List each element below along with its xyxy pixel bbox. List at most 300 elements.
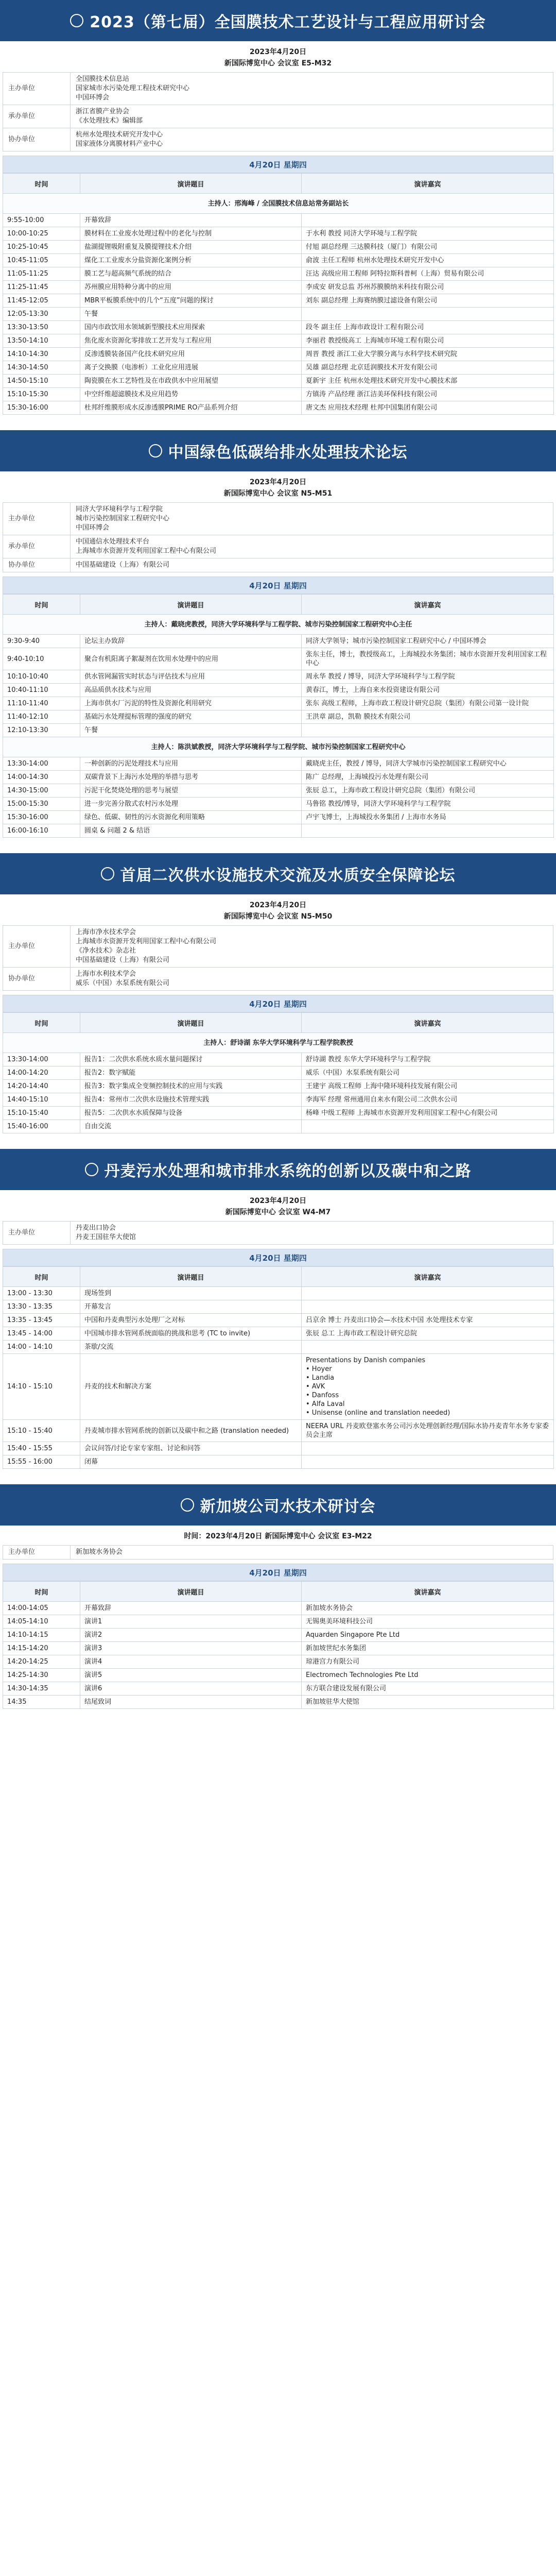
schedule-row — [3, 1053, 554, 1066]
organizer-name: 浙江省膜产业协会 — [76, 108, 130, 115]
schedule-row — [3, 1314, 554, 1327]
slot-time: 14:10-14:30 — [3, 348, 80, 361]
slot-speaker: 段冬 副主任 上海市政设计工程有限公司 — [302, 321, 554, 334]
slot-speaker: 王洪章 副总，凯勒 膜技术有限公司 — [302, 710, 554, 724]
organizer-name: 中国通信水处理技术平台 — [76, 538, 150, 546]
slot-time: 14:15-14:20 — [3, 1642, 80, 1655]
slot-time: 13:30-14:00 — [3, 1053, 80, 1066]
organizer-role: 主办单位 — [3, 503, 71, 535]
slot-topic: 论坛主办致辞 — [80, 635, 302, 648]
slot-time: 12:10-13:30 — [3, 724, 80, 737]
slot-topic: 演讲3 — [80, 1642, 302, 1655]
slot-time: 14:25-14:30 — [3, 1669, 80, 1682]
schedule-row — [3, 214, 554, 227]
organizer-role: 协办单位 — [3, 128, 71, 151]
slot-speaker: Presentations by Danish companies • Hoyer • Landia • AVK • Danfoss • Alfa Laval • Unisense (online and translation needed) — [302, 1354, 554, 1420]
slot-speaker: 杨峰 中级工程师 上海城市水资源开发利用国家工程中心有限公司 — [302, 1107, 554, 1120]
schedule-row — [3, 227, 554, 241]
slot-time: 12:05-13:30 — [3, 308, 80, 321]
schedule-row — [3, 1629, 554, 1642]
slot-topic: 报告3：数字集成全变频控制技术的应用与实践 — [80, 1080, 302, 1093]
slot-speaker: 张东 高级工程师，上海市政工程设计研究总院（集团）有限公司第一设计院 — [302, 697, 554, 710]
organizer-name: 全国膜技术信息站 — [76, 75, 130, 83]
slot-topic: 开幕致辞 — [80, 214, 302, 227]
slot-speaker: 新加坡世纪水务集团 — [302, 1642, 554, 1655]
slot-topic: 演讲5 — [80, 1669, 302, 1682]
slot-time: 15:40 - 15:55 — [3, 1442, 80, 1455]
schedule-row — [3, 1420, 554, 1442]
schedule-row — [3, 635, 554, 648]
schedule-row — [3, 1080, 554, 1093]
slot-topic: 聚合有机阳离子絮凝剂在饮用水处理中的应用 — [80, 648, 302, 670]
slot-speaker: 夏新宇 主任 杭州水处理技术研究开发中心膜技术部 — [302, 375, 554, 388]
slot-topic: 一种创新的污泥处理技术与应用 — [80, 757, 302, 771]
schedule-row — [3, 771, 554, 784]
slot-speaker — [302, 1455, 554, 1469]
col-topic-header: 演讲题目 — [80, 1013, 302, 1033]
schedule-row — [3, 1442, 554, 1455]
slot-topic: 中国城市排水管网系统面临的挑战和思考 (TC to invite) — [80, 1327, 302, 1341]
slot-time: 15:30-16:00 — [3, 401, 80, 415]
organizer-table — [3, 925, 553, 991]
col-speaker-header: 演讲嘉宾 — [302, 595, 554, 615]
slot-speaker — [302, 724, 554, 737]
day-header: 4月20日 星期四 — [3, 1249, 553, 1266]
meta-line: 2023年4月20日 — [249, 1197, 307, 1205]
slot-topic: 自由交流 — [80, 1120, 302, 1133]
slot-topic: 结尾致词 — [80, 1696, 302, 1709]
organizer-row — [3, 503, 553, 535]
session-title-banner — [0, 0, 556, 41]
slot-speaker: Aquarden Singapore Pte Ltd — [302, 1629, 554, 1642]
organizer-names — [71, 1546, 553, 1560]
slot-time: 14:35 — [3, 1696, 80, 1709]
slot-time: 15:10-15:40 — [3, 1107, 80, 1120]
organizer-role: 主办单位 — [3, 926, 71, 968]
slot-topic: 茶歇/交流 — [80, 1341, 302, 1354]
slot-time: 14:10-14:15 — [3, 1629, 80, 1642]
slot-speaker: 马鲁铭 教授/博导，同济大学环境科学与工程学院 — [302, 798, 554, 811]
organizer-names — [71, 535, 553, 558]
host-row — [3, 194, 554, 214]
host-row — [3, 737, 554, 757]
schedule-row — [3, 684, 554, 697]
slot-speaker: 琼港宫力有限公司 — [302, 1655, 554, 1669]
schedule-row — [3, 308, 554, 321]
schedule-row — [3, 1300, 554, 1314]
slot-time: 14:00-14:05 — [3, 1602, 80, 1615]
schedule-header-row — [3, 174, 554, 194]
schedule-table — [3, 1581, 554, 1709]
session-section — [0, 415, 556, 838]
slot-time: 11:05-11:25 — [3, 267, 80, 281]
slot-time: 14:00-14:30 — [3, 771, 80, 784]
slot-topic: 反渗透膜装备国产化技术研究应用 — [80, 348, 302, 361]
schedule-row — [3, 321, 554, 334]
slot-topic: 煤化工工业废水分盐资源化案例分析 — [80, 254, 302, 267]
organizer-names — [71, 503, 553, 535]
host-row — [3, 615, 554, 635]
slot-speaker: 李丽君 教授级高工 上海城市环境工程有限公司 — [302, 334, 554, 348]
session-title: 2023（第七届）全国膜技术工艺设计与工程应用研讨会 — [90, 13, 486, 31]
organizer-name: 威乐（中国）水泵系统有限公司 — [76, 979, 170, 987]
organizer-name: 中国基础建设（上海）有限公司 — [76, 956, 170, 964]
slot-speaker — [302, 1120, 554, 1133]
organizer-row — [3, 105, 553, 128]
slot-speaker: 张辰 总工 上海市政工程设计研究总院 — [302, 1327, 554, 1341]
schedule-row — [3, 670, 554, 684]
session-title: 新加坡公司水技术研讨会 — [200, 1498, 376, 1516]
schedule-row — [3, 388, 554, 401]
organizer-row — [3, 73, 553, 105]
slot-speaker: 李海军 经理 常州通用自来水有限公司二次供水公司 — [302, 1093, 554, 1107]
session-title: 首届二次供水设施技术交流及水质安全保障论坛 — [120, 867, 456, 885]
slot-topic: 离子交换膜（电渗析）工业化应用进展 — [80, 361, 302, 375]
organizer-names — [71, 558, 553, 572]
slot-time: 11:40-12:10 — [3, 710, 80, 724]
session-date-venue — [0, 894, 556, 925]
organizer-role: 主办单位 — [3, 1222, 71, 1245]
organizer-row — [3, 535, 553, 558]
slot-topic: 陶瓷膜在水工艺特性及在市政供水中应用展望 — [80, 375, 302, 388]
host-row — [3, 1033, 554, 1053]
schedule-row — [3, 1602, 554, 1615]
slot-time: 15:55 - 16:00 — [3, 1455, 80, 1469]
slot-speaker — [302, 1341, 554, 1354]
organizer-names — [71, 73, 553, 105]
slot-topic: 丹麦的技术和解决方案 — [80, 1354, 302, 1420]
col-time-header: 时间 — [3, 1267, 80, 1287]
slot-speaker: 张辰 总工，上海市政工程设计研究总院（集团）有限公司 — [302, 784, 554, 798]
slot-topic: 中空纤维超滤膜技术及应用趋势 — [80, 388, 302, 401]
col-time-header: 时间 — [3, 174, 80, 194]
slot-topic: 焦化废水资源化零排放工艺开发与工程应用 — [80, 334, 302, 348]
session-section — [0, 1133, 556, 1469]
slot-topic: 供水管网漏管实时状态与评估技术与应用 — [80, 670, 302, 684]
section-gap — [0, 838, 556, 853]
slot-time: 9:30-9:40 — [3, 635, 80, 648]
session-date-venue — [0, 471, 556, 502]
session-section — [0, 0, 556, 415]
col-time-header: 时间 — [3, 595, 80, 615]
schedule-row — [3, 1682, 554, 1696]
slot-time: 11:45-12:05 — [3, 294, 80, 308]
section-gap — [0, 1469, 556, 1484]
organizer-name: 上海市水利技术学会 — [76, 970, 136, 978]
slot-topic: 中国和丹麦典型污水处理厂之对标 — [80, 1314, 302, 1327]
organizer-row — [3, 968, 553, 991]
slot-time: 10:10-10:40 — [3, 670, 80, 684]
session-section — [0, 838, 556, 1133]
col-topic-header: 演讲题目 — [80, 1267, 302, 1287]
schedule-row — [3, 648, 554, 670]
slot-speaker: 汪达 高级应用工程师 阿特拉斯科普柯（上海）贸易有限公司 — [302, 267, 554, 281]
session-title: 中国绿色低碳给排水处理技术论坛 — [168, 444, 408, 462]
slot-time: 9:55-10:00 — [3, 214, 80, 227]
slot-time: 15:10-15:30 — [3, 388, 80, 401]
meta-line: 时间：2023年4月20日 新国际博览中心 会议室 E3-M22 — [184, 1532, 372, 1540]
slot-topic: 膜材料在工业废水处理过程中的老化与控制 — [80, 227, 302, 241]
organizer-name: 丹麦王国驻华大使馆 — [76, 1233, 136, 1241]
schedule-header-row — [3, 1013, 554, 1033]
organizer-names — [71, 968, 553, 991]
organizer-row — [3, 926, 553, 968]
session-title-banner — [0, 1484, 556, 1526]
schedule-row — [3, 811, 554, 824]
col-speaker-header: 演讲嘉宾 — [302, 1267, 554, 1287]
organizer-role: 承办单位 — [3, 535, 71, 558]
session-date-venue — [0, 41, 556, 72]
slot-speaker: 俞波 主任工程师 杭州水处理技术研究开发中心 — [302, 254, 554, 267]
slot-topic: 盐湖提锂吸附重复及膜提锂技术介绍 — [80, 241, 302, 254]
slot-speaker: 于水利 教授 同济大学环境与工程学院 — [302, 227, 554, 241]
banner-logo-icon — [149, 444, 162, 457]
schedule-row — [3, 1354, 554, 1420]
slot-time: 14:05-14:10 — [3, 1615, 80, 1629]
meta-line: 新国际博览中心 会议室 N5-M50 — [223, 912, 333, 921]
slot-topic: 开幕致辞 — [80, 1602, 302, 1615]
organizer-table — [3, 1545, 553, 1560]
organizer-role: 主办单位 — [3, 73, 71, 105]
host-info: 主持人：陈洪斌教授，同济大学环境科学与工程学院、城市污染控制国家工程研究中心 — [3, 737, 554, 757]
slot-time: 9:40-10:10 — [3, 648, 80, 670]
organizer-role: 协办单位 — [3, 558, 71, 572]
schedule-row — [3, 697, 554, 710]
slot-speaker — [302, 1442, 554, 1455]
slot-topic: 午餐 — [80, 308, 302, 321]
organizer-names — [71, 128, 553, 151]
slot-speaker: Electromech Technologies Pte Ltd — [302, 1669, 554, 1682]
organizer-name: 丹麦出口协会 — [76, 1224, 116, 1232]
slot-topic: 演讲4 — [80, 1655, 302, 1669]
slot-speaker — [302, 1300, 554, 1314]
slot-time: 13:30-13:50 — [3, 321, 80, 334]
slot-speaker: 方镇涛 产品经理 浙江洁美环保科技有限公司 — [302, 388, 554, 401]
slot-speaker — [302, 824, 554, 838]
organizer-role: 主办单位 — [3, 1546, 71, 1560]
session-title-banner — [0, 430, 556, 471]
slot-speaker: 舒诗湖 教授 东华大学环境科学与工程学院 — [302, 1053, 554, 1066]
slot-speaker: 陈广 总经理，上海城投污水处理有限公司 — [302, 771, 554, 784]
slot-speaker — [302, 1287, 554, 1300]
day-header: 4月20日 星期四 — [3, 156, 553, 173]
slot-speaker: 王建宇 高级工程师 上海中隆环境科技发展有限公司 — [302, 1080, 554, 1093]
slot-topic: 杜邦纤维膜形成水反渗透膜PRIME RO产品系列介绍 — [80, 401, 302, 415]
schedule-row — [3, 241, 554, 254]
slot-topic: 报告1：二次供水系统水质水量问题探讨 — [80, 1053, 302, 1066]
slot-speaker: 新加坡水务协会 — [302, 1602, 554, 1615]
organizer-name: 国家城市水污染处理工程技术研究中心 — [76, 84, 190, 92]
slot-time: 14:40-15:10 — [3, 1093, 80, 1107]
slot-time: 14:30-14:50 — [3, 361, 80, 375]
organizer-name: 同济大学环境科学与工程学院 — [76, 505, 163, 513]
slot-time: 14:00-14:20 — [3, 1066, 80, 1080]
slot-topic: 膜工艺与超高频气系统的结合 — [80, 267, 302, 281]
organizer-names — [71, 926, 553, 968]
slot-time: 14:30-14:35 — [3, 1682, 80, 1696]
schedule-row — [3, 1093, 554, 1107]
organizer-row — [3, 558, 553, 572]
session-title-banner — [0, 853, 556, 894]
schedule-row — [3, 1669, 554, 1682]
slot-time: 13:30-14:00 — [3, 757, 80, 771]
organizer-name: 中国基础建设（上海）有限公司 — [76, 561, 170, 569]
slot-topic: 双碳背景下上海污水处理的举措与思考 — [80, 771, 302, 784]
col-topic-header: 演讲题目 — [80, 595, 302, 615]
session-title-banner — [0, 1149, 556, 1190]
schedule-row — [3, 1341, 554, 1354]
schedule-row — [3, 724, 554, 737]
slot-speaker: 同济大学领导；城市污染控制国家工程研究中心 / 中国环博会 — [302, 635, 554, 648]
slot-time: 14:00 - 14:10 — [3, 1341, 80, 1354]
organizer-name: 《净水技术》杂志社 — [76, 947, 136, 955]
schedule-row — [3, 1107, 554, 1120]
slot-time: 14:30-15:00 — [3, 784, 80, 798]
slot-topic: 演讲1 — [80, 1615, 302, 1629]
slot-speaker: 威乐（中国）水泵系统有限公司 — [302, 1066, 554, 1080]
slot-time: 13:35 - 13:45 — [3, 1314, 80, 1327]
slot-time: 10:40-11:10 — [3, 684, 80, 697]
day-header: 4月20日 星期四 — [3, 995, 553, 1012]
schedule-row — [3, 1615, 554, 1629]
host-info: 主持人：邢海峰 / 全国膜技术信息站常务副站长 — [3, 194, 554, 214]
slot-speaker: 付旭 副总经理 三达膜科技（厦门）有限公司 — [302, 241, 554, 254]
slot-time: 10:45-11:05 — [3, 254, 80, 267]
slot-time: 13:30 - 13:35 — [3, 1300, 80, 1314]
slot-time: 14:50-15:10 — [3, 375, 80, 388]
schedule-row — [3, 401, 554, 415]
organizer-name: 城市污染控制国家工程研究中心 — [76, 515, 170, 522]
schedule-row — [3, 1455, 554, 1469]
schedule-row — [3, 1066, 554, 1080]
col-speaker-header: 演讲嘉宾 — [302, 1013, 554, 1033]
organizer-row — [3, 1546, 553, 1560]
schedule-table — [3, 594, 554, 838]
slot-speaker: 李成安 研发总监 苏州苏膜膜纳米科技有限公司 — [302, 281, 554, 294]
slot-speaker: 卢宇飞博士，上海城投水务集团 / 上海市水务局 — [302, 811, 554, 824]
schedule-row — [3, 254, 554, 267]
col-speaker-header: 演讲嘉宾 — [302, 174, 554, 194]
organizer-row — [3, 1222, 553, 1245]
section-gap — [0, 415, 556, 430]
slot-speaker: 刘东 副总经理 上海赛纳膜过滤设备有限公司 — [302, 294, 554, 308]
organizer-name: 中国环博会 — [76, 94, 110, 101]
organizer-role: 协办单位 — [3, 968, 71, 991]
slot-topic: 苏州膜应用特种分离中的应用 — [80, 281, 302, 294]
schedule-row — [3, 1655, 554, 1669]
slot-speaker: 戴晓虎主任，教授 / 博导，同济大学城市污染控制国家工程研究中心 — [302, 757, 554, 771]
slot-time: 11:25-11:45 — [3, 281, 80, 294]
slot-speaker: 唐文杰 应用技术经理 杜邦中国集团有限公司 — [302, 401, 554, 415]
schedule-row — [3, 294, 554, 308]
schedule-row — [3, 375, 554, 388]
organizer-table — [3, 1221, 553, 1245]
slot-speaker: 张东主任，博士，教授级高工，上海城投水务集团；城市水资源开发利用国家工程中心 — [302, 648, 554, 670]
slot-topic: 国内市政饮用水领域新型膜技术应用探索 — [80, 321, 302, 334]
slot-time: 15:10 - 15:40 — [3, 1420, 80, 1442]
slot-topic: 高品质供水技术与应用 — [80, 684, 302, 697]
schedule-header-row — [3, 1267, 554, 1287]
slot-time: 10:00-10:25 — [3, 227, 80, 241]
organizer-name: 上海城市水资源开发利用国家工程中心有限公司 — [76, 547, 217, 555]
organizer-name: 新加坡水务协会 — [76, 1548, 123, 1556]
slot-speaker: 吴雄 副总经理 北京廷润膜技术开发有限公司 — [302, 361, 554, 375]
organizer-name: 上海市净水技术学会 — [76, 928, 136, 936]
meta-line: 2023年4月20日 — [249, 48, 307, 56]
schedule-row — [3, 361, 554, 375]
slot-time: 16:00-16:10 — [3, 824, 80, 838]
schedule-row — [3, 281, 554, 294]
slot-time: 13:45 - 14:00 — [3, 1327, 80, 1341]
slot-topic: 丹麦城市排水管网系统的创新以及碳中和之路 (translation needed) — [80, 1420, 302, 1442]
organizer-table — [3, 502, 553, 572]
meta-line: 2023年4月20日 — [249, 901, 307, 909]
slot-topic: 现场签到 — [80, 1287, 302, 1300]
meta-line: 新国际博览中心 会议室 E5-M32 — [224, 59, 332, 67]
slot-time: 13:00 - 13:30 — [3, 1287, 80, 1300]
slot-speaker: NEERA URL 丹麦欧登塞水务公司污水处理创新经理/国际水协丹麦青年水务专家委员会主席 — [302, 1420, 554, 1442]
schedule-row — [3, 1287, 554, 1300]
slot-topic: 演讲2 — [80, 1629, 302, 1642]
banner-logo-icon — [70, 14, 83, 27]
section-gap — [0, 1133, 556, 1149]
banner-logo-icon — [181, 1498, 194, 1512]
organizer-row — [3, 128, 553, 151]
slot-time: 13:50-14:10 — [3, 334, 80, 348]
meta-line: 新国际博览中心 会议室 W4-M7 — [225, 1208, 331, 1216]
organizer-names — [71, 105, 553, 128]
session-date-venue — [0, 1526, 556, 1545]
slot-topic: 进一步完善分散式农村污水处理 — [80, 798, 302, 811]
slot-speaker: 新加坡驻华大使馆 — [302, 1696, 554, 1709]
organizer-names — [71, 1222, 553, 1245]
slot-speaker: 无锡奥美环境科技公司 — [302, 1615, 554, 1629]
col-topic-header: 演讲题目 — [80, 1582, 302, 1602]
slot-time: 14:20-14:40 — [3, 1080, 80, 1093]
slot-topic: 开幕发言 — [80, 1300, 302, 1314]
session-date-venue — [0, 1190, 556, 1221]
schedule-header-row — [3, 1582, 554, 1602]
session-title: 丹麦污水处理和城市排水系统的创新以及碳中和之路 — [104, 1162, 472, 1180]
schedule-table — [3, 1012, 554, 1133]
schedule-table — [3, 1266, 554, 1469]
schedule-row — [3, 710, 554, 724]
slot-topic: 基础污水处理提标管理的强度的研究 — [80, 710, 302, 724]
schedule-row — [3, 784, 554, 798]
meta-line: 2023年4月20日 — [249, 478, 307, 486]
schedule-table — [3, 173, 554, 415]
day-header: 4月20日 星期四 — [3, 577, 553, 594]
slot-speaker: 周永华 教授 / 博导，同济大学环境科学与工程学院 — [302, 670, 554, 684]
slot-time: 11:10-11:40 — [3, 697, 80, 710]
organizer-role: 承办单位 — [3, 105, 71, 128]
organizer-name: 杭州水处理技术研究开发中心 — [76, 131, 163, 139]
slot-speaker — [302, 214, 554, 227]
slot-topic: 报告4：常州市二次供水设施技术管理实践 — [80, 1093, 302, 1107]
slot-topic: 午餐 — [80, 724, 302, 737]
slot-topic: 报告2：数字赋能 — [80, 1066, 302, 1080]
slot-topic: 绿色、低碳、韧性的污水资源化利用策略 — [80, 811, 302, 824]
col-speaker-header: 演讲嘉宾 — [302, 1582, 554, 1602]
banner-logo-icon — [101, 867, 114, 880]
schedule-row — [3, 1696, 554, 1709]
organizer-name: 《水处理技术》编辑部 — [76, 117, 143, 125]
organizer-name: 国家液体分离膜材料产业中心 — [76, 140, 163, 148]
slot-topic: 圆桌 & 问题 2 & 结语 — [80, 824, 302, 838]
host-info: 主持人：舒诗湖 东华大学环境科学与工程学院教授 — [3, 1033, 554, 1053]
slot-topic: 闭幕 — [80, 1455, 302, 1469]
slot-topic: 上海市供水厂污泥的特性及资源化利用研究 — [80, 697, 302, 710]
